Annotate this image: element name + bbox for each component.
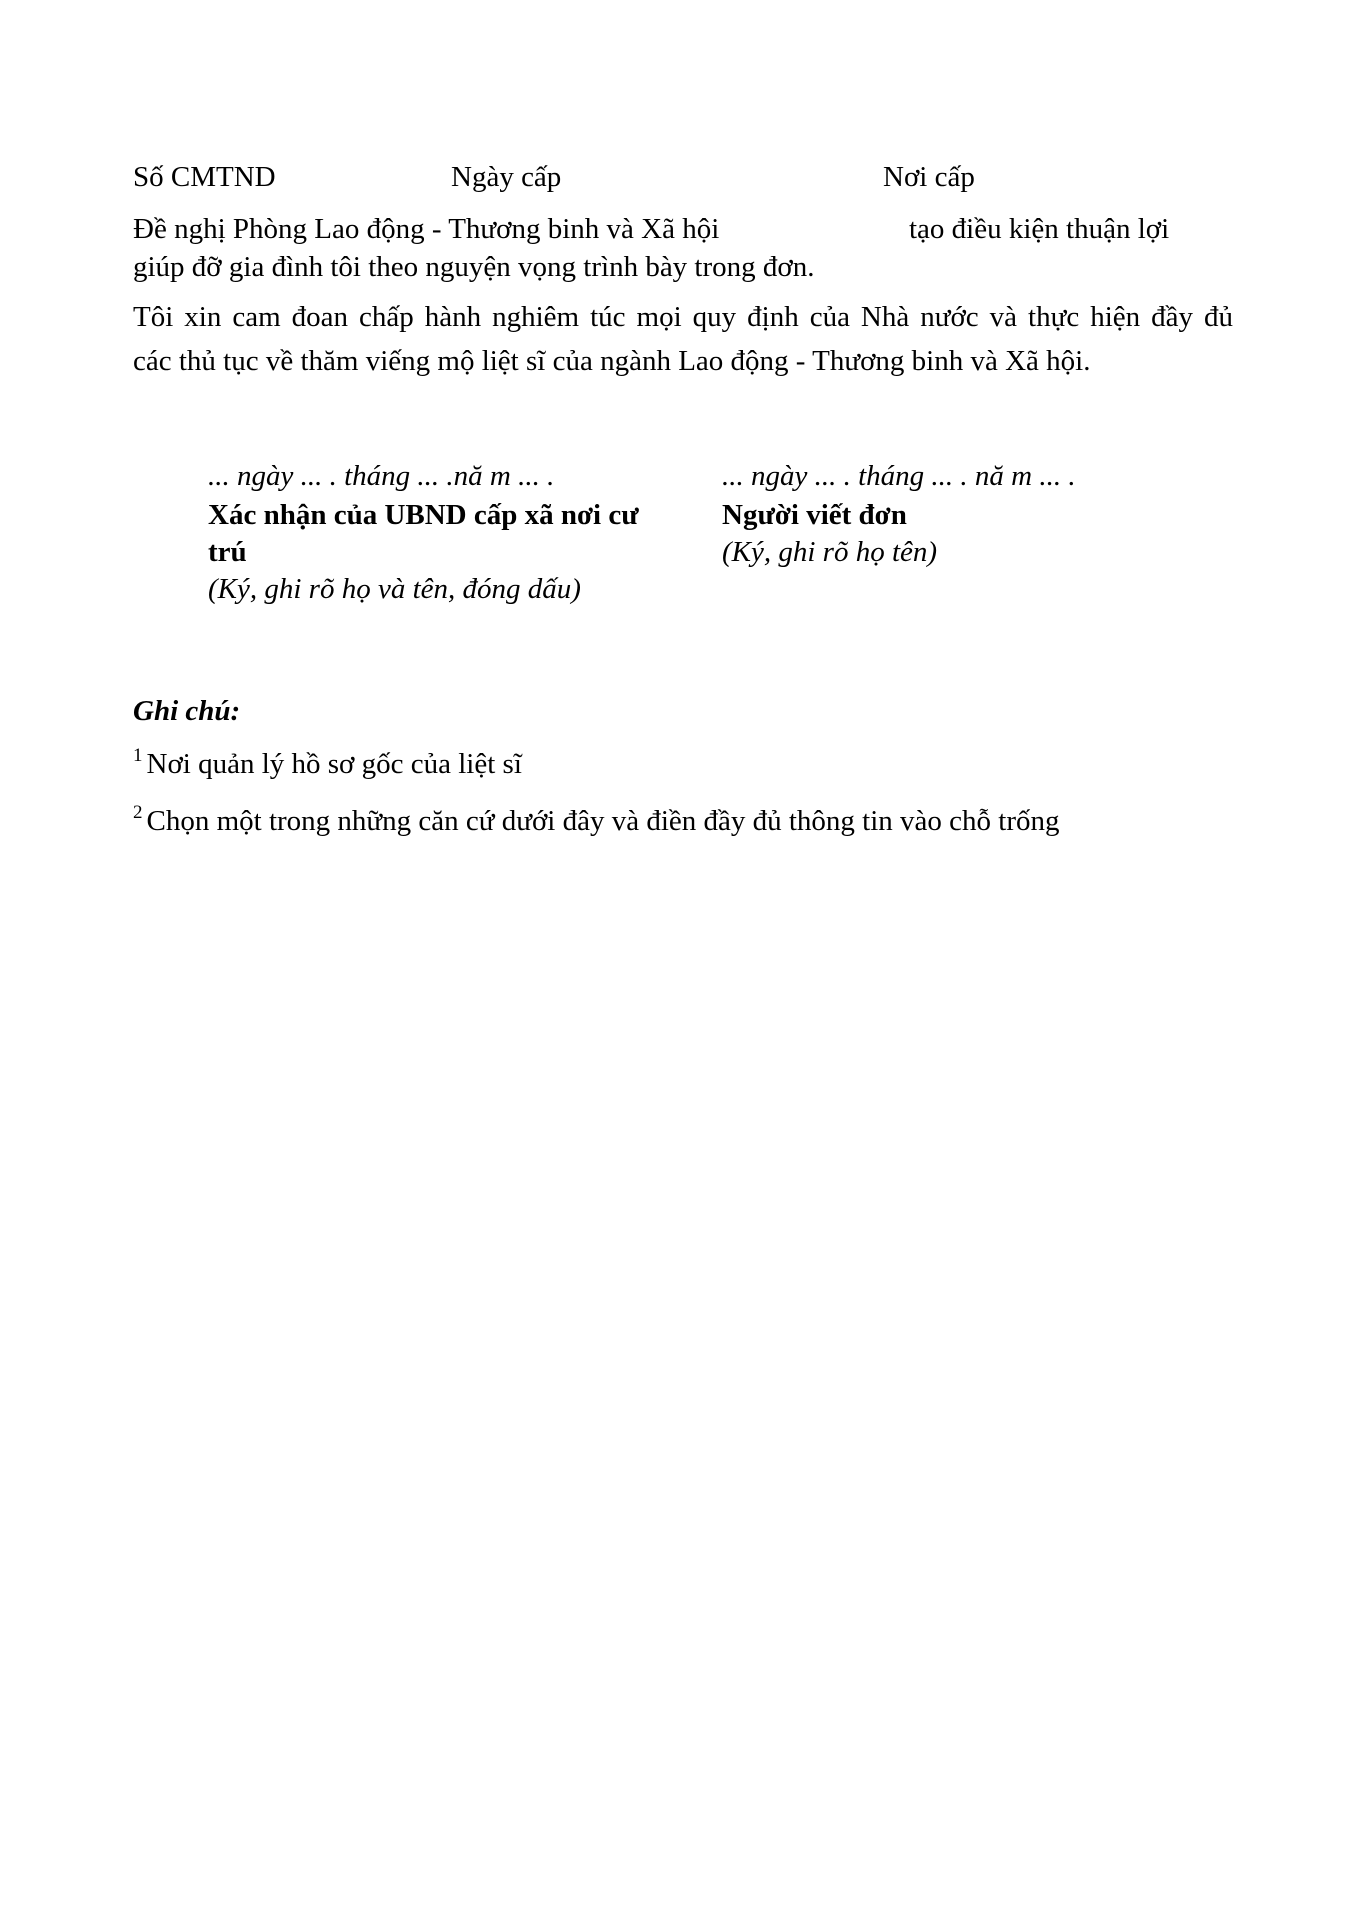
id-number-label: Số CMTND [133, 161, 276, 193]
commitment-line-1: Tôi xin cam đoan chấp hành nghiêm túc mọi quy định của Nhà nước và thực hiện đầy đủ [133, 301, 1233, 333]
commitment-line-2: các thủ tục về thăm viếng mộ liệt sĩ của ngành Lao động - Thương binh và Xã hội. [133, 345, 1091, 377]
footnote-marker: 1 [133, 745, 143, 766]
commune-sign-instruction: (Ký, ghi rõ họ và tên, đóng dấu) [208, 573, 581, 605]
request-line-2: giúp đỡ gia đình tôi theo nguyện vọng trình bày trong đơn. [133, 251, 815, 283]
applicant-title: Người viết đơn [722, 499, 907, 531]
note-text: Nơi quản lý hồ sơ gốc của liệt sĩ [146, 748, 522, 780]
request-line-1-right: tạo điều kiện thuận lợi [909, 213, 1170, 245]
commune-confirmation-title: Xác nhận của UBND cấp xã nơi cư [208, 499, 639, 531]
commune-confirmation-title-cont: trú [208, 536, 247, 568]
commune-date-line: ... ngày ... . tháng ... .nă m ... . [208, 460, 555, 492]
issue-date-label: Ngày cấp [451, 161, 562, 193]
issue-place-label: Nơi cấp [883, 161, 975, 193]
note-item [133, 745, 522, 787]
request-line-1-left: Đề nghị Phòng Lao động - Thương binh và Xã hội [133, 213, 720, 245]
notes-heading: Ghi chú: [133, 695, 241, 727]
note-text: Chọn một trong những căn cứ dưới đây và điền đầy đủ thông tin vào chỗ trống [146, 805, 1060, 837]
note-item [133, 802, 1060, 844]
footnote-marker: 2 [133, 802, 143, 823]
applicant-sign-instruction: (Ký, ghi rõ họ tên) [722, 536, 938, 568]
applicant-date-line: ... ngày ... . tháng ... . nă m ... . [722, 460, 1076, 492]
